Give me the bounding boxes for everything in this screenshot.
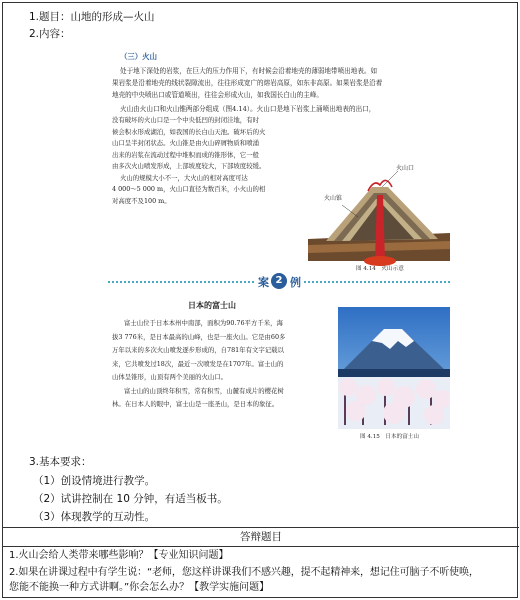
para1-line: 果岩浆是沿着地壳的线状裂隙流出，往往形成宽广的熔岩高原，如东非高原。如果岩浆是沿着 — [112, 79, 383, 87]
volcano-diagram — [308, 161, 450, 273]
case-line: 林。在日本人的眼中，富士山是一座圣山，是日本的象征。 — [112, 400, 279, 408]
case-badge — [254, 272, 304, 290]
requirement-item: （3）体现教学的互动性。 — [33, 511, 156, 523]
case-line: 来，它共喷发过18次，最近一次喷发是在1707年。富士山的 — [112, 359, 284, 368]
defense-question-2-line-1: 2.如果在讲课过程中有学生说：“老师，您这样讲课我们不感兴趣，提不起精神来，想记住可脑子不听使唤， — [9, 567, 479, 578]
para2-line: 候会积水形成湖泊，如我国的长白山天池。破坏后的火 — [112, 127, 266, 136]
textbook-excerpt — [108, 43, 450, 445]
requirement-item: （2）试讲控制在 10 分钟，有适当板书。 — [33, 493, 228, 505]
para2-line: 没有破坏的火山口是一个中央低凹的封闭洼地，有时 — [112, 116, 259, 124]
para2-line: 4 000～5 000 m，火山口直径为数百米，小火山的相 — [112, 185, 266, 193]
volcano-cross-section-illustration — [308, 161, 450, 273]
case-text — [112, 317, 334, 412]
case-badge-prefix: 案 — [258, 276, 269, 289]
cone-label: 火山锥 — [324, 195, 343, 202]
para2-wrapped-text — [112, 115, 308, 207]
mount-fuji-photo — [338, 307, 450, 443]
case-line: 山体呈锥形，山顶有两个美丽的火山口。 — [112, 373, 228, 381]
para2-line: 对高度不及100 m。 — [112, 196, 171, 205]
defense-title: 答辩题目 — [240, 531, 282, 543]
para2-line: 火山的规模大小不一，大火山的相对高度可达 — [120, 173, 248, 182]
topic-line: 1.题目：山地的形成—火山 — [29, 11, 155, 23]
case-number-badge: 2 — [271, 273, 287, 289]
case-line: 万年以来的多次火山喷发逐步形成的，自781年有文字记载以 — [112, 346, 284, 354]
case-badge-suffix: 例 — [290, 276, 301, 289]
defense-question-1: 1.火山会给人类带来哪些影响？【专业知识问题】 — [9, 550, 229, 561]
exam-sheet — [2, 2, 518, 598]
requirement-item: （1）创设情境进行教学。 — [33, 475, 156, 487]
case-line: 拔3 776米，是日本最高的山峰，也是一座火山。它是由60多 — [112, 332, 286, 341]
para2-line: 山口呈半封闭状态。火山锥是由火山碎屑物质和喷涌 — [112, 139, 259, 147]
mount-fuji-illustration — [338, 307, 450, 429]
para1-line: 处于地下深处的岩浆，在巨大的压力作用下，有时候会沿着地壳的薄弱地带喷出地表。如 — [120, 67, 378, 75]
case-line: 富士山位于日本本州中南部，面积为90.76平方千米，海 — [124, 319, 283, 327]
para2-first-line: 火山由火山口和火山锥两部分组成（图4.14）。火山口是地下岩浆上涌喷出地表的出口， — [120, 105, 376, 113]
figure-caption: 图 4.14 火山示意 — [356, 266, 404, 272]
para1-line: 地壳的中央喷出口或管道喷出，往往会形成火山，如我国长白山的主峰。 — [112, 91, 323, 99]
section-divider — [3, 546, 519, 547]
case-line: 富士山的山顶终年积雪，常有积雪，山麓有成片的樱花树 — [124, 386, 284, 395]
case-title: 日本的富士山 — [188, 300, 236, 310]
section-divider — [3, 527, 519, 528]
requirements-title: 3.基本要求： — [29, 456, 92, 468]
content-label: 2.内容： — [29, 28, 71, 40]
figure-caption: 图 4.15 日本的富士山 — [360, 434, 419, 440]
crater-label: 火山口 — [396, 165, 415, 172]
para2-line: 出来的岩浆在流动过程中堆积而成的锥形体，它一般 — [112, 150, 259, 159]
defense-question-2-line-2: 您能不能换一种方式讲啊。”你会怎么办？【教学实施问题】 — [9, 582, 270, 593]
para2-line: 由多次火山喷发形成，上部坡度较大，下部坡度较缓。 — [112, 162, 266, 170]
section-title: （三）火山 — [120, 52, 157, 61]
